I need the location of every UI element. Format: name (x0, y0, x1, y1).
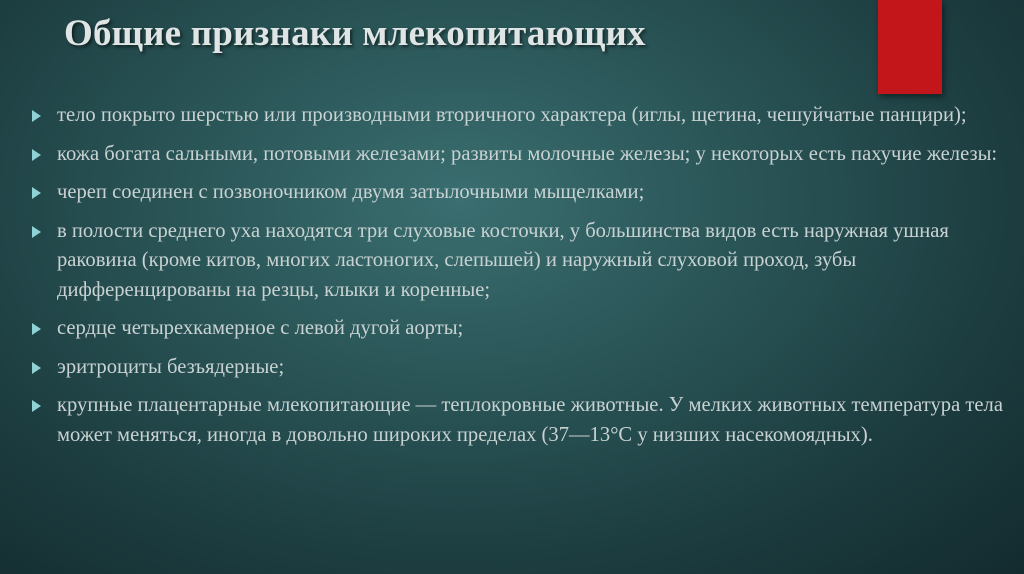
bullet-item (30, 314, 1005, 344)
bullet-item (30, 391, 1005, 450)
triangle-right-icon (32, 362, 41, 374)
bullet-text: тело покрыто шерстью или производными вторичного характера (иглы, щетина, чешуйчатые панцири); (57, 104, 967, 126)
slide-title: Общие признаки млекопитающих (64, 13, 646, 54)
bullet-text: сердце четырехкамерное с левой дугой аорты; (57, 317, 464, 339)
triangle-right-icon (32, 149, 41, 161)
triangle-right-icon (32, 400, 41, 412)
bullet-item (30, 353, 1005, 383)
bullet-item (30, 140, 1005, 170)
bullet-item (30, 217, 1005, 306)
bullet-list (30, 101, 1005, 459)
red-accent-bar (878, 0, 942, 94)
bullet-text: кожа богата сальными, потовыми железами; развиты молочные железы; у некоторых есть пахучие железы: (57, 142, 998, 165)
bullet-item (30, 101, 1005, 131)
bullet-text: эритроциты безъядерные; (57, 355, 285, 378)
bullet-text: в полости среднего уха находятся три слуховые косточки, у большинства видов есть наружная ушная раковина (кроме китов, многих ластоногих, слепышей) и наружный слуховой проход, зубы дифференцированы на резцы, клыки и коренные; (57, 219, 949, 301)
bullet-text: череп соединен с позвоночником двумя затылочными мыщелками; (57, 181, 645, 203)
bullet-item (30, 178, 1005, 208)
triangle-right-icon (32, 187, 41, 199)
triangle-right-icon (32, 110, 41, 122)
triangle-right-icon (32, 323, 41, 335)
bullet-text: крупные плацентарные млекопитающие — теплокровные животные. У мелких животных температура тела может меняться, иногда в довольно широких пределах (37—13°С у низших насекомоядных). (57, 394, 1003, 446)
triangle-right-icon (32, 226, 41, 238)
